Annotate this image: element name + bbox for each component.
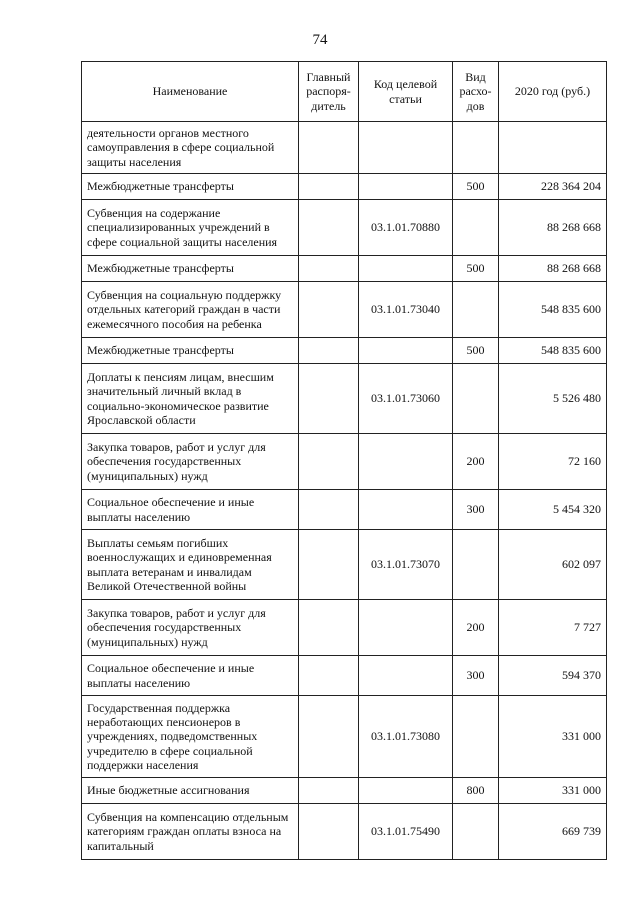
row-code-cell <box>359 778 453 804</box>
row-sum-cell: 72 160 <box>499 434 607 490</box>
row-admin-cell <box>299 600 359 656</box>
table-row <box>82 600 607 656</box>
row-sum-cell: 548 835 600 <box>499 338 607 364</box>
row-code-cell: 03.1.01.75490 <box>359 804 453 860</box>
row-admin-cell <box>299 338 359 364</box>
row-name-cell: Выплаты семьям погибших военнослужащих и единовременная выплата ветеранам и инвалидам Великой Отечественной войны <box>82 530 299 600</box>
row-sum-cell: 331 000 <box>499 696 607 778</box>
row-name-cell: Субвенция на компенсацию отдельным категориям граждан оплаты взноса на капитальный <box>82 804 299 860</box>
row-code-cell: 03.1.01.73040 <box>359 282 453 338</box>
row-type-cell: 800 <box>453 778 499 804</box>
table-row <box>82 696 607 778</box>
header-sum: 2020 год (руб.) <box>499 62 607 122</box>
row-code-cell <box>359 174 453 200</box>
row-admin-cell <box>299 122 359 174</box>
row-code-cell: 03.1.01.70880 <box>359 200 453 256</box>
table-header-row <box>82 62 607 122</box>
row-sum-cell: 228 364 204 <box>499 174 607 200</box>
row-sum-cell: 669 739 <box>499 804 607 860</box>
table-row <box>82 200 607 256</box>
header-admin: Главный распоря-дитель <box>299 62 359 122</box>
row-type-cell <box>453 530 499 600</box>
table-row <box>82 364 607 434</box>
row-admin-cell <box>299 174 359 200</box>
row-sum-cell: 594 370 <box>499 656 607 696</box>
row-name-cell: Межбюджетные трансферты <box>82 174 299 200</box>
row-admin-cell <box>299 530 359 600</box>
row-type-cell: 500 <box>453 338 499 364</box>
table-row <box>82 338 607 364</box>
row-name-cell: Закупка товаров, работ и услуг для обеспечения государственных (муниципальных) нужд <box>82 434 299 490</box>
row-code-cell <box>359 122 453 174</box>
row-type-cell: 500 <box>453 174 499 200</box>
row-admin-cell <box>299 282 359 338</box>
row-type-cell: 300 <box>453 656 499 696</box>
row-admin-cell <box>299 364 359 434</box>
row-type-cell <box>453 122 499 174</box>
table-row <box>82 778 607 804</box>
row-type-cell <box>453 200 499 256</box>
row-code-cell <box>359 656 453 696</box>
row-admin-cell <box>299 256 359 282</box>
row-admin-cell <box>299 490 359 530</box>
row-code-cell: 03.1.01.73080 <box>359 696 453 778</box>
row-admin-cell <box>299 200 359 256</box>
row-type-cell <box>453 696 499 778</box>
row-sum-cell <box>499 122 607 174</box>
row-name-cell: Межбюджетные трансферты <box>82 256 299 282</box>
header-code: Код целевой статьи <box>359 62 453 122</box>
header-type: Вид расхо-дов <box>453 62 499 122</box>
header-name: Наименование <box>82 62 299 122</box>
row-name-cell: Иные бюджетные ассигнования <box>82 778 299 804</box>
table-row <box>82 490 607 530</box>
row-sum-cell: 5 526 480 <box>499 364 607 434</box>
row-name-cell: Закупка товаров, работ и услуг для обеспечения государственных (муниципальных) нужд <box>82 600 299 656</box>
row-sum-cell: 88 268 668 <box>499 200 607 256</box>
table-row <box>82 256 607 282</box>
row-name-cell: Государственная поддержка неработающих пенсионеров в учреждениях, подведомственных учредителю в сфере социальной поддержки населения <box>82 696 299 778</box>
row-sum-cell: 88 268 668 <box>499 256 607 282</box>
row-name-cell: Межбюджетные трансферты <box>82 338 299 364</box>
row-sum-cell: 548 835 600 <box>499 282 607 338</box>
row-code-cell <box>359 338 453 364</box>
row-code-cell <box>359 434 453 490</box>
row-code-cell <box>359 256 453 282</box>
row-name-cell: Социальное обеспечение и иные выплаты населению <box>82 490 299 530</box>
row-type-cell <box>453 364 499 434</box>
table-row <box>82 282 607 338</box>
table-row <box>82 656 607 696</box>
row-type-cell: 200 <box>453 434 499 490</box>
row-admin-cell <box>299 778 359 804</box>
table-row <box>82 122 607 174</box>
row-sum-cell: 7 727 <box>499 600 607 656</box>
row-code-cell <box>359 490 453 530</box>
row-type-cell: 500 <box>453 256 499 282</box>
row-code-cell <box>359 600 453 656</box>
row-admin-cell <box>299 434 359 490</box>
row-admin-cell <box>299 656 359 696</box>
budget-table <box>81 61 607 860</box>
row-type-cell: 300 <box>453 490 499 530</box>
row-type-cell <box>453 804 499 860</box>
row-sum-cell: 5 454 320 <box>499 490 607 530</box>
row-sum-cell: 331 000 <box>499 778 607 804</box>
row-name-cell: Субвенция на содержание специализированных учреждений в сфере социальной защиты населения <box>82 200 299 256</box>
row-name-cell: деятельности органов местного самоуправления в сфере социальной защиты населения <box>82 122 299 174</box>
row-name-cell: Доплаты к пенсиям лицам, внесшим значительный личный вклад в социально-экономическое развитие Ярославской области <box>82 364 299 434</box>
table-row <box>82 174 607 200</box>
table-row <box>82 804 607 860</box>
page-number: 74 <box>312 32 328 48</box>
row-code-cell: 03.1.01.73060 <box>359 364 453 434</box>
row-name-cell: Социальное обеспечение и иные выплаты населению <box>82 656 299 696</box>
table-row <box>82 530 607 600</box>
row-type-cell: 200 <box>453 600 499 656</box>
row-type-cell <box>453 282 499 338</box>
row-code-cell: 03.1.01.73070 <box>359 530 453 600</box>
row-admin-cell <box>299 696 359 778</box>
row-sum-cell: 602 097 <box>499 530 607 600</box>
row-admin-cell <box>299 804 359 860</box>
table-row <box>82 434 607 490</box>
row-name-cell: Субвенция на социальную поддержку отдельных категорий граждан в части ежемесячного пособия на ребенка <box>82 282 299 338</box>
